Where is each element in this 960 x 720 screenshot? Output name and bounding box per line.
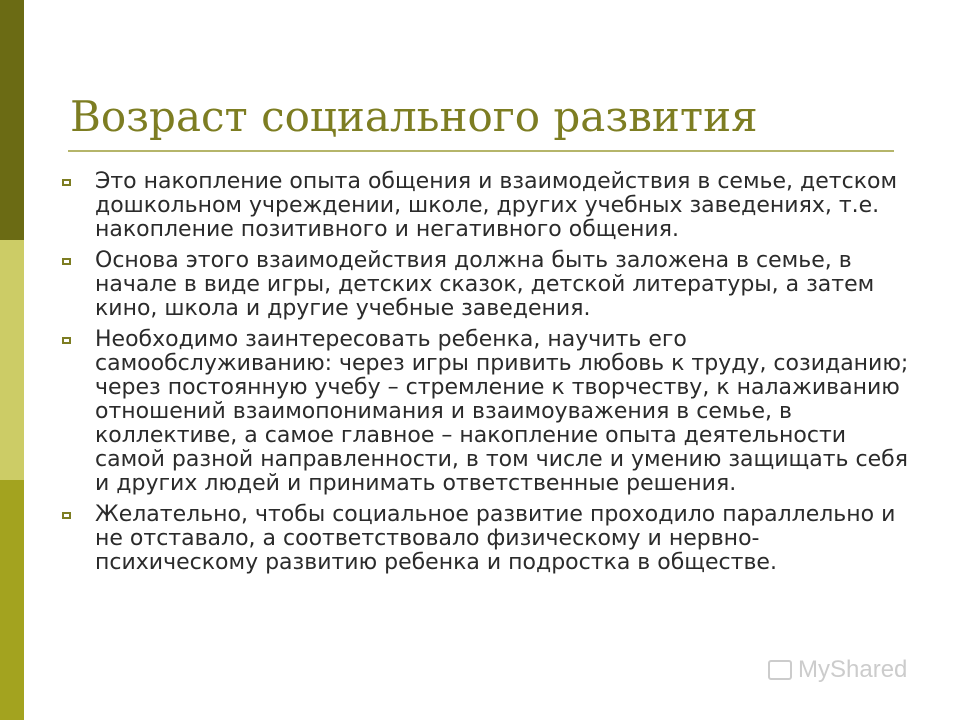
square-bullet-icon bbox=[62, 337, 71, 344]
presentation-icon bbox=[768, 660, 792, 680]
watermark-text: MyShared bbox=[798, 656, 908, 683]
bullet-item bbox=[62, 170, 912, 242]
bullet-text: Желательно, чтобы социальное развитие проходило параллельно и не отставало, а соответствовало физическому и нервно-психическому развитию ребенка и подростка в обществе. bbox=[95, 502, 896, 575]
side-stripe-mid bbox=[0, 480, 24, 720]
title-divider bbox=[68, 150, 894, 152]
bullet-text: Необходимо заинтересовать ребенка, научить его самообслуживанию: через игры привить любовь к труду, созиданию; через постоянную учебу – стремление к творчеству, к налаживанию отношений взаимопонимания и взаимоуважения в семье, в коллективе, а самое главное – накопление опыта деятельности самой разной направленности, в том числе и умению защищать себя и других людей и принимать ответственные решения. bbox=[95, 327, 909, 496]
square-bullet-icon bbox=[62, 258, 71, 265]
bullet-item bbox=[62, 328, 912, 496]
side-stripe-light bbox=[0, 240, 24, 480]
square-bullet-icon bbox=[62, 179, 71, 186]
square-bullet-icon bbox=[62, 512, 71, 519]
bullet-item bbox=[62, 503, 912, 575]
side-stripe-dark bbox=[0, 0, 24, 240]
bullet-text: Основа этого взаимодействия должна быть заложена в семье, в начале в виде игры, детских сказок, детской литературы, а затем кино, школа и другие учебные заведения. bbox=[95, 248, 875, 321]
bullet-item bbox=[62, 249, 912, 321]
bullet-list bbox=[62, 170, 912, 582]
slide-title: Возраст социального развития bbox=[70, 92, 758, 141]
bullet-text: Это накопление опыта общения и взаимодействия в семье, детском дошкольном учреждении, школе, других учебных заведениях, т.е. накопление позитивного и негативного общения. bbox=[95, 169, 898, 242]
watermark bbox=[768, 656, 907, 684]
